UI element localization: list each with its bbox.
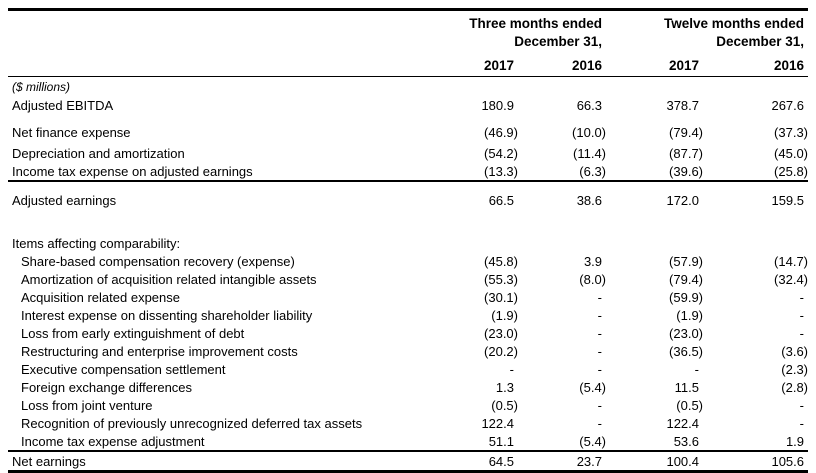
value-cell: 23.7 <box>576 453 603 469</box>
value-cell: (8.0) <box>579 271 607 287</box>
table-row <box>8 234 808 252</box>
spacer-cell <box>8 212 808 234</box>
value-cell: 38.6 <box>576 192 603 208</box>
period-group-subtitle: December 31, <box>716 34 805 49</box>
row-label: Items affecting comparability: <box>12 235 181 251</box>
value-cell: 64.5 <box>488 453 514 469</box>
row-label: Adjusted earnings <box>12 192 117 208</box>
value-cell <box>606 234 703 252</box>
value-cell: 66.3 <box>576 97 603 113</box>
financial-results-table <box>8 8 808 473</box>
value-cell: (25.8) <box>703 162 808 181</box>
value-cell: (10.0) <box>572 124 607 140</box>
value-cell <box>440 234 518 252</box>
value-cell: 267.6 <box>771 97 805 113</box>
value-cell: (45.0) <box>774 145 809 161</box>
value-cell: (39.6) <box>606 162 703 181</box>
value-cell: 66.5 <box>488 192 514 208</box>
year-header: 2017 <box>606 51 703 77</box>
empty-header-cell <box>8 51 440 77</box>
value-cell: (3.6) <box>781 343 809 359</box>
row-label: Loss from joint venture <box>21 397 153 413</box>
value-cell: (55.3) <box>484 271 518 287</box>
year-header-row <box>8 51 808 77</box>
value-cell: - <box>799 397 805 413</box>
year-header: 2016 <box>518 51 606 77</box>
row-label: Income tax expense adjustment <box>8 432 440 451</box>
table-row <box>8 414 808 432</box>
value-cell: - <box>799 289 805 305</box>
units-note: ($ millions) <box>12 79 71 94</box>
value-cell: - <box>597 397 603 413</box>
period-group-title: Twelve months ended <box>663 16 805 31</box>
value-cell: (46.9) <box>484 124 518 140</box>
value-cell: (1.9) <box>491 307 518 323</box>
row-label: Net finance expense <box>12 124 131 140</box>
row-label: Acquisition related expense <box>21 289 180 305</box>
table-row <box>8 252 808 270</box>
value-cell: (45.8) <box>484 253 518 269</box>
row-label: Amortization of acquisition related intangible assets <box>21 271 317 287</box>
table-row <box>8 181 808 212</box>
value-cell: 1.9 <box>703 432 808 451</box>
value-cell: 180.9 <box>481 97 514 113</box>
value-cell: - <box>597 325 603 341</box>
value-cell: - <box>597 415 603 431</box>
value-cell: - <box>799 307 805 323</box>
row-label: Adjusted EBITDA <box>12 97 114 113</box>
value-cell: - <box>799 415 805 431</box>
value-cell: (5.4) <box>518 432 606 451</box>
table-row <box>8 378 808 396</box>
row-label: Interest expense on dissenting shareholder liability <box>21 307 313 323</box>
value-cell: 172.0 <box>666 192 700 208</box>
year-header: 2017 <box>440 51 518 77</box>
value-cell: (79.4) <box>669 271 704 287</box>
table-row <box>8 114 808 144</box>
row-label: Income tax expense on adjusted earnings <box>8 162 440 181</box>
value-cell: 51.1 <box>440 432 518 451</box>
value-cell: (20.2) <box>484 343 518 359</box>
value-cell: - <box>597 361 603 377</box>
row-label: Depreciation and amortization <box>12 145 185 161</box>
value-cell: (0.5) <box>491 397 518 413</box>
value-cell: 11.5 <box>674 379 700 395</box>
value-cell: (11.4) <box>573 145 607 161</box>
period-group-title: Three months ended <box>469 16 603 31</box>
value-cell: 105.6 <box>771 453 805 469</box>
table-row <box>8 360 808 378</box>
value-cell: (30.1) <box>484 289 518 305</box>
table-body <box>8 96 808 472</box>
table-row <box>8 270 808 288</box>
value-cell: 159.5 <box>771 192 805 208</box>
row-label: Net earnings <box>12 453 86 469</box>
table-row <box>8 342 808 360</box>
value-cell: - <box>597 343 603 359</box>
value-cell: (59.9) <box>669 289 704 305</box>
table-row <box>8 162 808 181</box>
table-row <box>8 432 808 451</box>
value-cell: - <box>597 307 603 323</box>
value-cell: 1.3 <box>495 379 514 395</box>
table-row <box>8 396 808 414</box>
value-cell: 3.9 <box>583 253 603 269</box>
row-label: Executive compensation settlement <box>21 361 226 377</box>
period-group-title-row <box>8 10 808 34</box>
value-cell: - <box>799 325 805 341</box>
value-cell: (2.3) <box>781 361 809 377</box>
empty-header-cell <box>8 10 440 34</box>
table-row <box>8 288 808 306</box>
value-cell: (54.2) <box>484 145 518 161</box>
row-label: Recognition of previously unrecognized deferred tax assets <box>21 415 363 431</box>
value-cell: 378.7 <box>666 97 700 113</box>
value-cell: (57.9) <box>669 253 704 269</box>
table-row <box>8 306 808 324</box>
value-cell: 122.4 <box>481 415 514 431</box>
row-label: Restructuring and enterprise improvement costs <box>21 343 298 359</box>
value-cell: (79.4) <box>669 124 704 140</box>
row-label: Foreign exchange differences <box>21 379 193 395</box>
table-row <box>8 451 808 472</box>
value-cell: (23.0) <box>484 325 518 341</box>
units-note-row <box>8 77 808 97</box>
empty-header-cell <box>8 33 440 51</box>
year-header: 2016 <box>703 51 808 77</box>
value-cell: - <box>694 361 700 377</box>
value-cell: (5.4) <box>579 379 607 395</box>
value-cell: (6.3) <box>518 162 606 181</box>
spacer-row <box>8 212 808 234</box>
value-cell: (36.5) <box>669 343 704 359</box>
value-cell: (1.9) <box>676 307 704 323</box>
value-cell: (37.3) <box>774 124 809 140</box>
value-cell: (32.4) <box>774 271 809 287</box>
row-label: Share-based compensation recovery (expense) <box>21 253 295 269</box>
value-cell: (0.5) <box>676 397 704 413</box>
value-cell: - <box>597 289 603 305</box>
value-cell: (13.3) <box>440 162 518 181</box>
value-cell: (2.8) <box>781 379 809 395</box>
value-cell <box>518 234 606 252</box>
value-cell <box>703 234 808 252</box>
value-cell: (87.7) <box>669 145 704 161</box>
table-header <box>8 10 808 97</box>
period-group-subtitle: December 31, <box>514 34 603 49</box>
period-group-subtitle-row <box>8 33 808 51</box>
table-row <box>8 144 808 162</box>
value-cell: (14.7) <box>774 253 809 269</box>
value-cell: - <box>509 361 514 377</box>
value-cell: 122.4 <box>666 415 700 431</box>
row-label: Loss from early extinguishment of debt <box>21 325 245 341</box>
value-cell: 100.4 <box>666 453 700 469</box>
table-row <box>8 324 808 342</box>
table-row <box>8 96 808 114</box>
value-cell: 53.6 <box>606 432 703 451</box>
value-cell: (23.0) <box>669 325 704 341</box>
